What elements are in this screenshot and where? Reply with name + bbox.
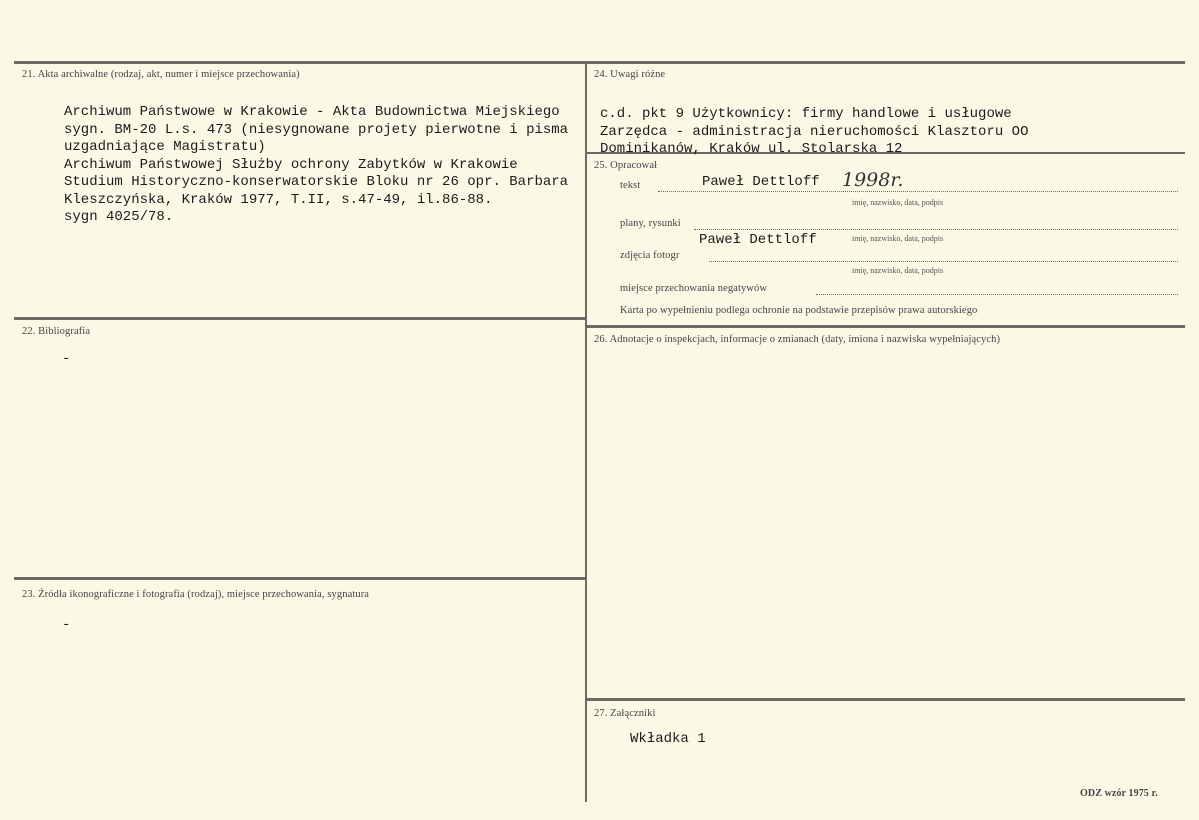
- handwritten-signature: 1998r.: [842, 169, 904, 191]
- archival-records-label: 21. Akta archiwalne (rodzaj, akt, numer i miejsce przechowania): [22, 69, 300, 80]
- text-line: sygn. BM-20 L.s. 473 (niesygnowane projety pierwotne i pisma: [64, 121, 569, 138]
- remarks-line: Zarzędca - administracja nieruchomości Klasztoru OO: [600, 123, 1029, 140]
- remarks-label: 24. Uwagi różne: [594, 69, 666, 80]
- text-author-value: Paweł Dettloff: [702, 174, 820, 190]
- plans-label: plany, rysunki: [620, 218, 681, 229]
- text-line: Kleszczyńska, Kraków 1977, T.II, s.47-49, il.86-88.: [64, 191, 493, 208]
- negatives-location-label: miejsce przechowania negatywów: [620, 283, 768, 294]
- photos-line: [709, 261, 1178, 262]
- remarks-line: c.d. pkt 9 Użytkownicy: firmy handlowe i usługowe: [600, 106, 1012, 122]
- photos-author-value: Paweł Dettloff: [699, 232, 817, 248]
- plans-caption: imię, nazwisko, data, podpis: [852, 234, 944, 243]
- text-author-label: tekst: [620, 180, 641, 191]
- inspection-notes-label: 26. Adnotacje o inspekcjach, informacje o zmianach (daty, imiona i nazwiska wypełniających): [594, 334, 1001, 345]
- iconographic-sources-label: 23. Źródła ikonograficzne i fotografia (rodzaj), miejsce przechowania, sygnatura: [22, 589, 370, 600]
- bibliography-label: 22. Bibliografia: [22, 326, 91, 337]
- form-version-footer: ODZ wzór 1975 r.: [1080, 788, 1158, 799]
- text-author-caption: imię, nazwisko, data, podpis: [852, 198, 944, 207]
- copyright-note: Karta po wypełnieniu podlega ochronie na podstawie przepisów prawa autorskiego: [620, 305, 978, 316]
- text-line: Archiwum Państwowej Służby ochrony Zabytków w Krakowie: [64, 156, 518, 173]
- iconographic-sources-value: -: [62, 617, 71, 633]
- photos-caption: imię, nazwisko, data, podpis: [852, 266, 944, 275]
- rule-below-21: [14, 317, 585, 320]
- prepared-by-label: 25. Opracował: [594, 160, 658, 171]
- text-line: uzgadniające Magistratu): [64, 139, 266, 155]
- plans-line: [694, 229, 1178, 230]
- bibliography-value: -: [62, 351, 71, 367]
- text-line: sygn 4025/78.: [64, 209, 174, 225]
- text-line: Studium Historyczno-konserwatorskie Bloku nr 26 opr. Barbara: [64, 174, 569, 190]
- attachments-value: Wkładka 1: [630, 731, 706, 747]
- photos-label: zdjęcia fotogr: [620, 250, 680, 261]
- rule-below-22: [14, 577, 585, 580]
- center-divider: [585, 61, 587, 802]
- rule-below-25: [587, 325, 1185, 328]
- top-rule: [14, 61, 1185, 64]
- remarks-line: Dominikanów, Kraków ul. Stolarska 12: [600, 141, 903, 157]
- negatives-location-line: [816, 294, 1178, 295]
- rule-below-26: [587, 698, 1185, 701]
- attachments-label: 27. Załączniki: [594, 708, 656, 719]
- text-line: Archiwum Państwowe w Krakowie - Akta Budownictwa Miejskiego: [64, 104, 560, 120]
